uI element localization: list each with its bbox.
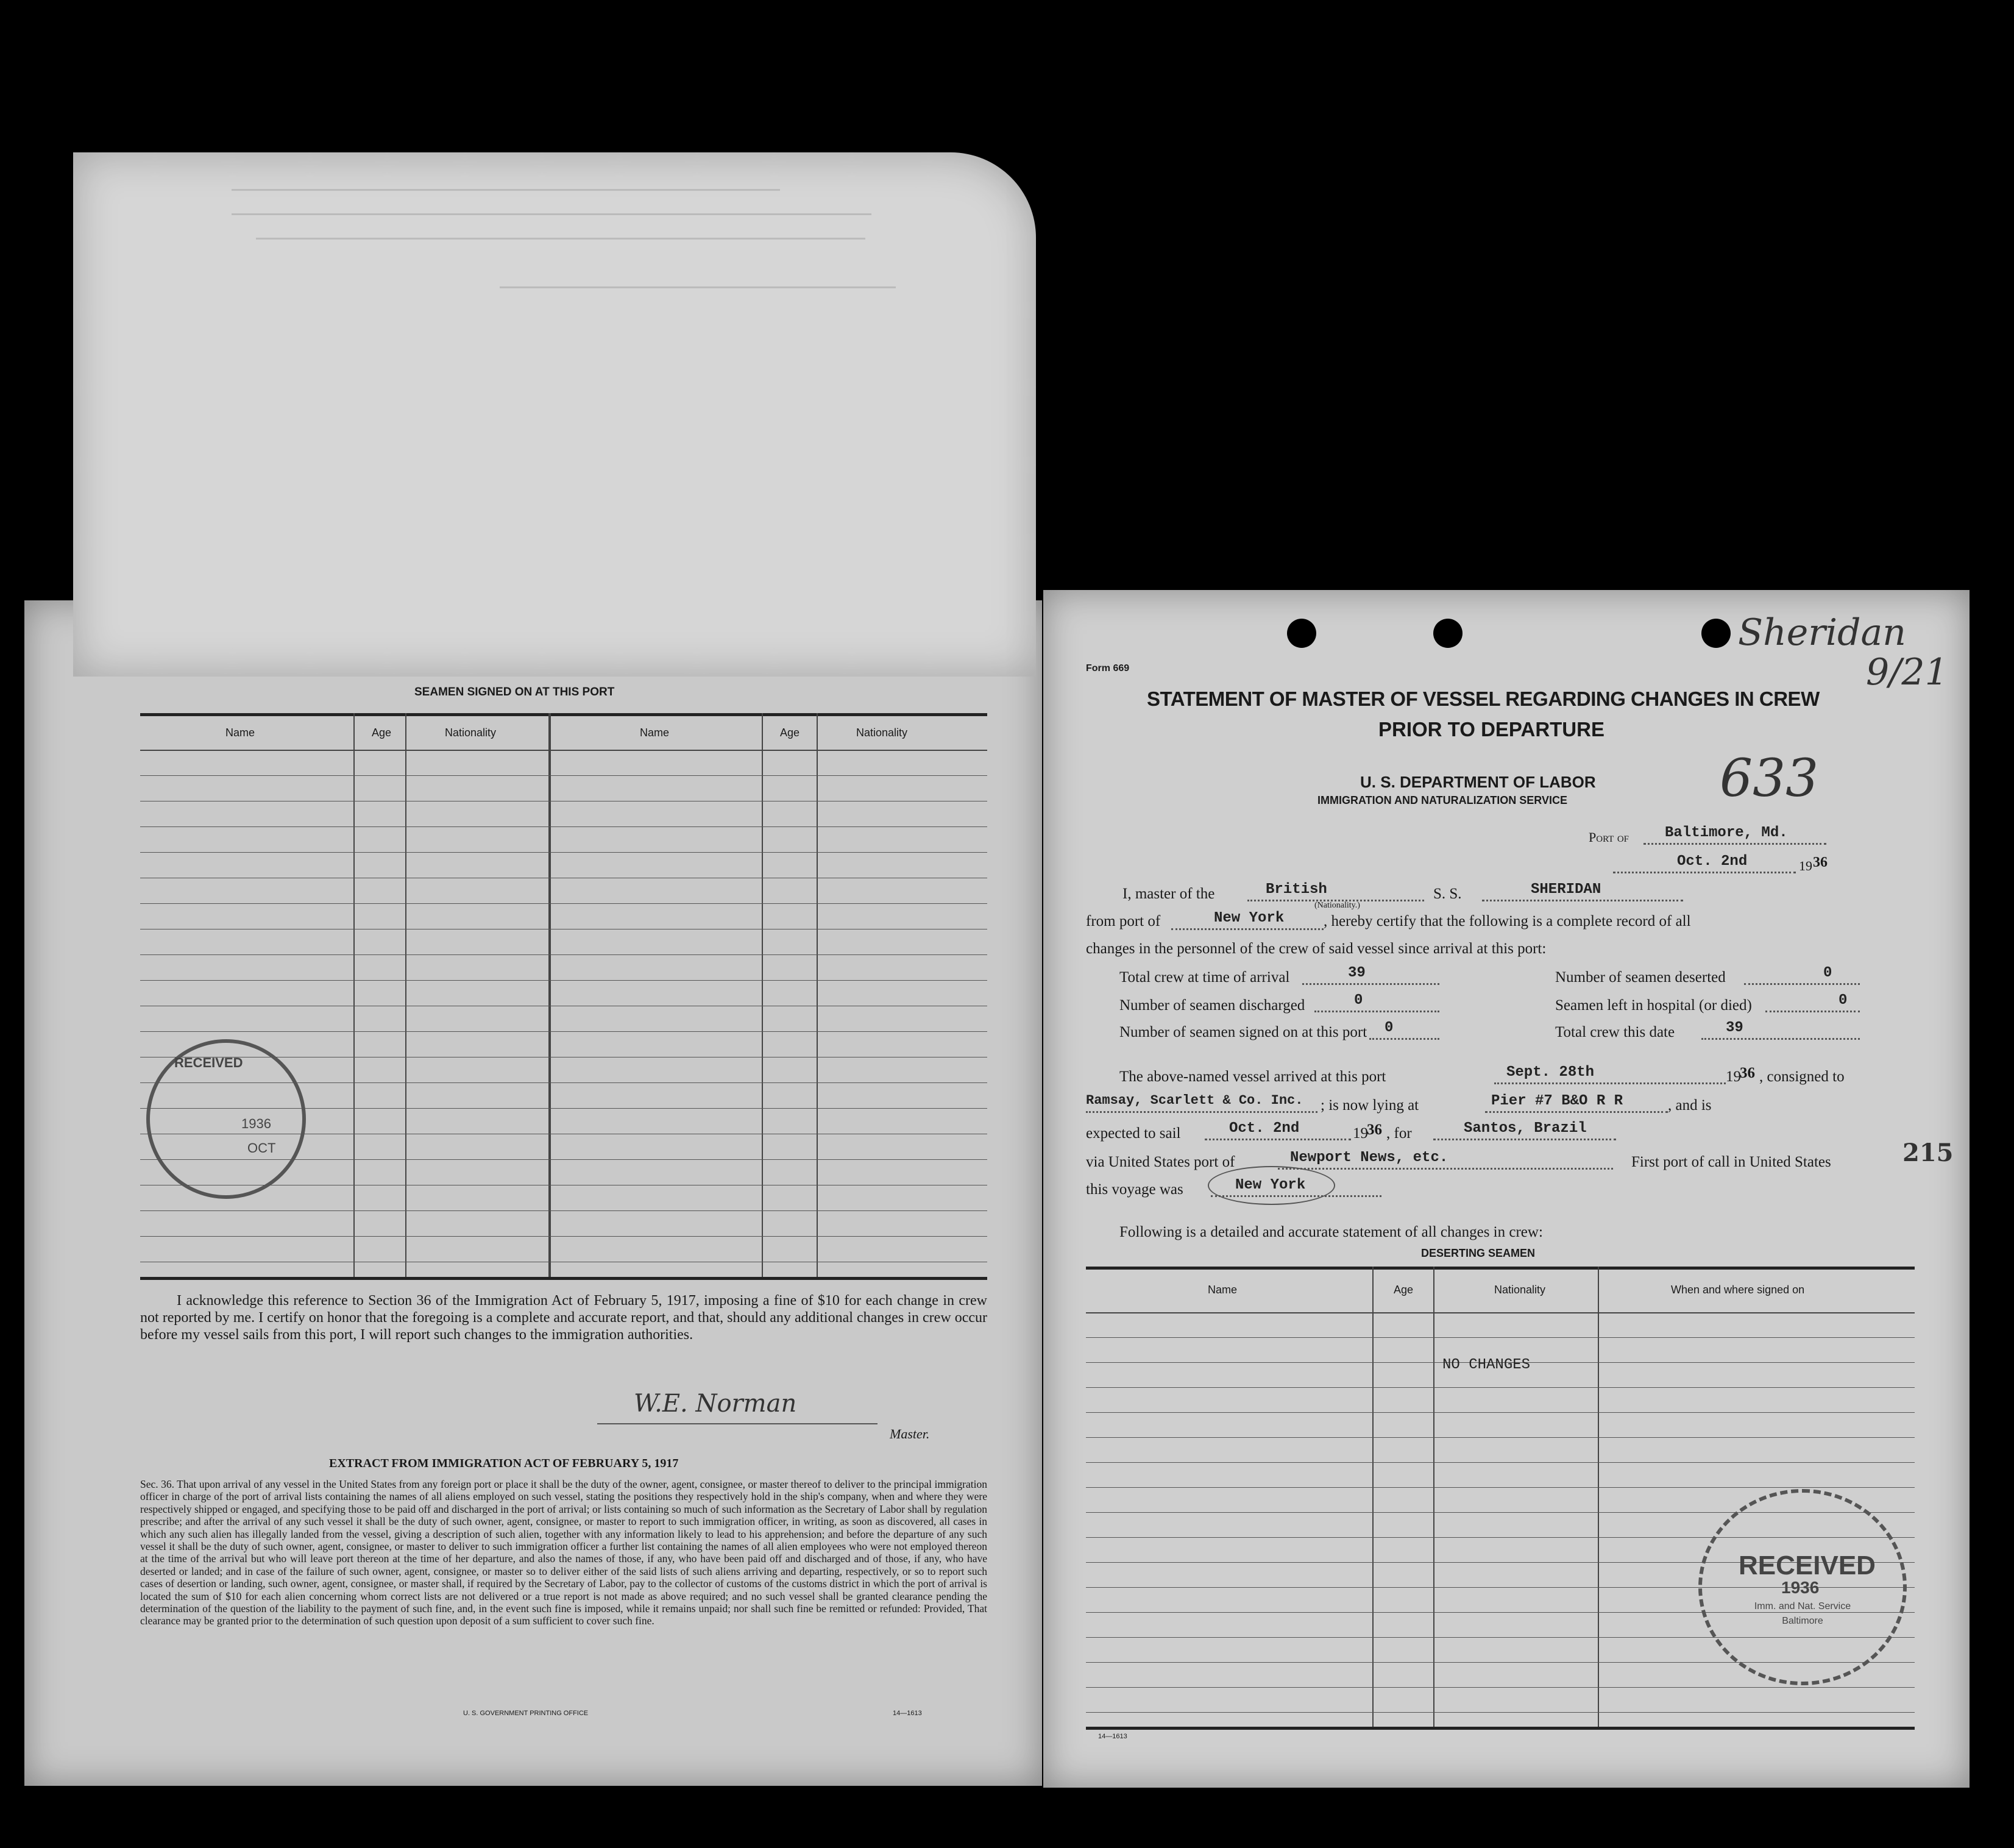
flap-faint-line: [256, 238, 865, 240]
port-label: Port of: [1589, 830, 1629, 845]
table-bottom-rule: [140, 1277, 987, 1280]
deserted-value: 0: [1823, 965, 1832, 981]
ink-circle: [1208, 1166, 1335, 1205]
table-row-line: [140, 980, 987, 981]
arrived-field: [1494, 1064, 1726, 1084]
discharged-label: Number of seamen discharged: [1119, 997, 1305, 1014]
stamp-city: Baltimore: [1782, 1616, 1823, 1626]
destination-field: [1433, 1120, 1616, 1140]
expected-label: expected to sail: [1086, 1125, 1181, 1142]
stamp-received-text: RECEIVED: [174, 1055, 243, 1070]
voyage-label: this voyage was: [1086, 1181, 1183, 1198]
table-row-line: [1086, 1462, 1915, 1463]
stamp-year: 1936: [241, 1116, 271, 1131]
left-form-code: 14—1613: [893, 1710, 922, 1717]
expected-value: Oct. 2nd: [1229, 1120, 1300, 1137]
arrived-year-suffix: 36: [1740, 1065, 1755, 1081]
table-row-line: [140, 954, 987, 955]
total-crew-date-field: [1701, 1020, 1860, 1040]
port-value: Baltimore, Md.: [1665, 825, 1788, 841]
punch-hole: [1287, 619, 1316, 648]
total-crew-arrival-label: Total crew at time of arrival: [1119, 969, 1290, 986]
printing-office: U. S. GOVERNMENT PRINTING OFFICE: [463, 1710, 589, 1717]
table-row-line: [1086, 1437, 1915, 1438]
handwritten-vessel-name: Sheridan: [1738, 611, 1906, 654]
table-row-line: [1086, 1712, 1915, 1713]
ss-label: S. S.: [1433, 886, 1462, 902]
arrived-label: The above-named vessel arrived at this port: [1119, 1068, 1386, 1085]
expected-year-suffix: 36: [1367, 1121, 1382, 1138]
consigned-label: , consigned to: [1759, 1068, 1845, 1085]
total-crew-date-value: 39: [1726, 1020, 1743, 1036]
hospital-value: 0: [1838, 992, 1848, 1009]
discharged-field: [1314, 992, 1439, 1012]
signed-on-label: Number of seamen signed on at this port: [1119, 1024, 1367, 1040]
deserting-heading: DESERTING SEAMEN: [1421, 1247, 1536, 1259]
seamen-signed-on-heading: SEAMEN SIGNED ON AT THIS PORT: [414, 686, 615, 698]
table-row-line: [140, 1210, 987, 1211]
acknowledgement-text: I acknowledge this reference to Section 36 of the Immigration Act of February 5, 1917, imposing a fine of $10 for each change in crew not reported by me. I certify on honor that the foregoing is a complete and accurate report, and that, should any additional changes in crew occur before my vessel sails from this port, I will report such changes to the immigration authorities.: [140, 1293, 987, 1343]
certify-text: , hereby certify that the following is a complete record of all: [1324, 913, 1691, 929]
nationality-field: [1247, 881, 1424, 901]
flap-faint-line: [500, 286, 896, 288]
form-label: Form 669: [1086, 663, 1130, 673]
col-name-2: Name: [640, 727, 670, 739]
col-age-1: Age: [372, 727, 392, 739]
hospital-label: Seamen left in hospital (or died): [1555, 997, 1752, 1014]
master-label: Master.: [890, 1426, 930, 1441]
deserting-table-top: [1086, 1267, 1915, 1270]
stamp-received-text: RECEIVED: [1739, 1551, 1876, 1580]
handwritten-number: 633: [1720, 748, 1819, 809]
form-title-line1: STATEMENT OF MASTER OF VESSEL REGARDING CHANGES IN CREW: [1147, 688, 1820, 710]
master-of-label: I, master of the: [1122, 886, 1215, 902]
left-page: [24, 600, 1042, 1786]
following-text: Following is a detailed and accurate statement of all changes in crew:: [1119, 1224, 1543, 1240]
vessel-field: [1482, 881, 1683, 901]
vessel-value: SHERIDAN: [1531, 881, 1601, 898]
table-top-rule: [140, 713, 987, 716]
table-row-line: [1086, 1687, 1915, 1688]
via-value: Newport News, etc.: [1290, 1150, 1448, 1166]
received-stamp-right: [1698, 1489, 1907, 1685]
master-signature: W.E. Norman: [634, 1390, 797, 1418]
for-label: , for: [1386, 1125, 1412, 1142]
deserted-label: Number of seamen deserted: [1555, 969, 1726, 986]
total-crew-arrival-field: [1302, 965, 1439, 985]
date-value: Oct. 2nd: [1677, 853, 1748, 870]
stamp-year: 1936: [1781, 1578, 1820, 1597]
consignee-value: Ramsay, Scarlett & Co. Inc.: [1086, 1093, 1303, 1108]
table-row-line: [1086, 1487, 1915, 1488]
handwritten-215: 215: [1902, 1139, 1954, 1167]
no-changes-text: NO CHANGES: [1442, 1357, 1531, 1373]
nationality-caption: (Nationality.): [1314, 901, 1360, 910]
col-age-2: Age: [780, 727, 800, 739]
first-port-label: First port of call in United States: [1631, 1154, 1831, 1170]
right-form-code: 14—1613: [1098, 1733, 1127, 1740]
discharged-value: 0: [1354, 992, 1363, 1009]
lying-value: Pier #7 B&O R R: [1491, 1093, 1623, 1109]
deserted-field: [1744, 965, 1860, 985]
extract-text: Sec. 36. That upon arrival of any vessel in the United States from any foreign port or place it shall be the duty of the owner, agent, consignee, or master thereof to deliver to the principal immigration officer in charge of the port of arrival lists containing the names of all aliens employed on such vessel, stating the positions they respectively hold in the ship's company, when and where they were respectively shipped or engaged, and specifying those to be paid off and discharged in the port of arrival; or lists containing so much of such information as the Secretary of Labor shall by regulation prescribe; and after the arrival of any such vessel it shall be the duty of such owner, agent, consignee, or master to report to such immigration officer, in writing, as soon as discovered, all cases in which any such alien has illegally landed from the vessel, giving a description of such alien, together with any information likely to lead to his apprehension; and before the departure of any such vessel it shall be the duty of such owner, agent, consignee, or master to deliver to such immigration officer a further list containing the names of all alien employees who were not employed thereon at the time of the arrival but who will leave port thereon at the time of her departure, and also the names of those, if any, who have been paid off and discharged and of those, if any, who have deserted or landed; and in case of the failure of such owner, agent, consignee, or master so to deliver either of the said lists of such aliens arriving and departing, respectively, or so to report such cases of desertion or landing, such owner, agent, consignee, or master shall, if required by the Secretary of Labor, pay to the collector of customs of the customs district in which the port of arrival is located the sum of $10 for each alien concerning whom correct lists are not delivered or a true report is not made as above required; and no such vessel shall be granted clearance pending the determination of the question of the liability to the payment of such fine, and, in the event such fine is imposed, while it remains unpaid; nor shall such fine be remitted or refunded: Provided, That clearance may be granted prior to the determination of such question upon deposit of a sum sufficient to cover such fine.: [140, 1478, 987, 1627]
table-row-line: [140, 852, 987, 853]
flap-faint-line: [232, 213, 871, 215]
signed-on-value: 0: [1385, 1020, 1394, 1036]
arrived-year-prefix: 19: [1726, 1068, 1741, 1085]
col-nationality: Nationality: [1494, 1284, 1546, 1296]
year-suffix: 36: [1813, 855, 1828, 870]
punch-hole: [1701, 619, 1731, 648]
deserting-table-bottom: [1086, 1727, 1915, 1730]
col-name: Name: [1208, 1284, 1238, 1296]
form-title-line2: PRIOR TO DEPARTURE: [1378, 718, 1604, 741]
voyage-value: New York: [1235, 1177, 1306, 1193]
from-port-label: from port of: [1086, 913, 1161, 929]
year-prefix: 19: [1799, 858, 1812, 873]
signed-on-field: [1369, 1020, 1439, 1040]
flap-faint-line: [232, 189, 780, 191]
punch-hole: [1433, 619, 1463, 648]
total-crew-date-label: Total crew this date: [1555, 1024, 1675, 1040]
received-stamp-left: [146, 1039, 306, 1199]
col-when-where: When and where signed on: [1671, 1284, 1805, 1296]
department: U. S. DEPARTMENT OF LABOR: [1360, 773, 1596, 791]
handwritten-reference: 9/21: [1866, 651, 1948, 694]
lying-label: ; is now lying at: [1321, 1097, 1419, 1114]
via-label: via United States port of: [1086, 1154, 1235, 1170]
changes-text: changes in the personnel of the crew of said vessel since arrival at this port:: [1086, 940, 1547, 957]
table-row-line: [1086, 1412, 1915, 1413]
right-page: [1043, 590, 1970, 1788]
col-nationality-2: Nationality: [856, 727, 908, 739]
table-row-line: [1086, 1337, 1915, 1338]
col-name-1: Name: [225, 727, 255, 739]
nationality-value: British: [1266, 881, 1327, 898]
consignee-field: [1086, 1093, 1317, 1113]
folded-flap: [73, 152, 1036, 677]
from-port-field: [1171, 910, 1324, 930]
table-row-line: [140, 1031, 987, 1032]
expected-year-prefix: 19: [1353, 1125, 1368, 1142]
col-nationality-1: Nationality: [445, 727, 497, 739]
service-name: IMMIGRATION AND NATURALIZATION SERVICE: [1317, 794, 1567, 806]
via-field: [1278, 1150, 1613, 1170]
port-field: [1643, 825, 1826, 845]
table-row-line: [140, 1236, 987, 1237]
total-crew-arrival-value: 39: [1348, 965, 1366, 981]
left-table-rows: [140, 750, 987, 1280]
table-row-line: [140, 775, 987, 776]
stamp-month: OCT: [247, 1140, 276, 1156]
table-row-line: [140, 826, 987, 827]
lying-field: [1485, 1093, 1668, 1113]
and-is-text: , and is: [1668, 1097, 1712, 1114]
arrived-value: Sept. 28th: [1506, 1064, 1595, 1081]
hospital-field: [1765, 992, 1860, 1012]
table-row-line: [1086, 1387, 1915, 1388]
signature-line: [597, 1423, 878, 1424]
extract-title: EXTRACT FROM IMMIGRATION ACT OF FEBRUARY 5, 1917: [329, 1457, 679, 1470]
col-age: Age: [1394, 1284, 1414, 1296]
destination-value: Santos, Brazil: [1464, 1120, 1587, 1137]
expected-field: [1205, 1120, 1351, 1140]
stamp-service: Imm. and Nat. Service: [1754, 1601, 1851, 1612]
date-field: [1613, 853, 1796, 873]
table-row-line: [140, 903, 987, 904]
from-port-value: New York: [1214, 910, 1285, 926]
